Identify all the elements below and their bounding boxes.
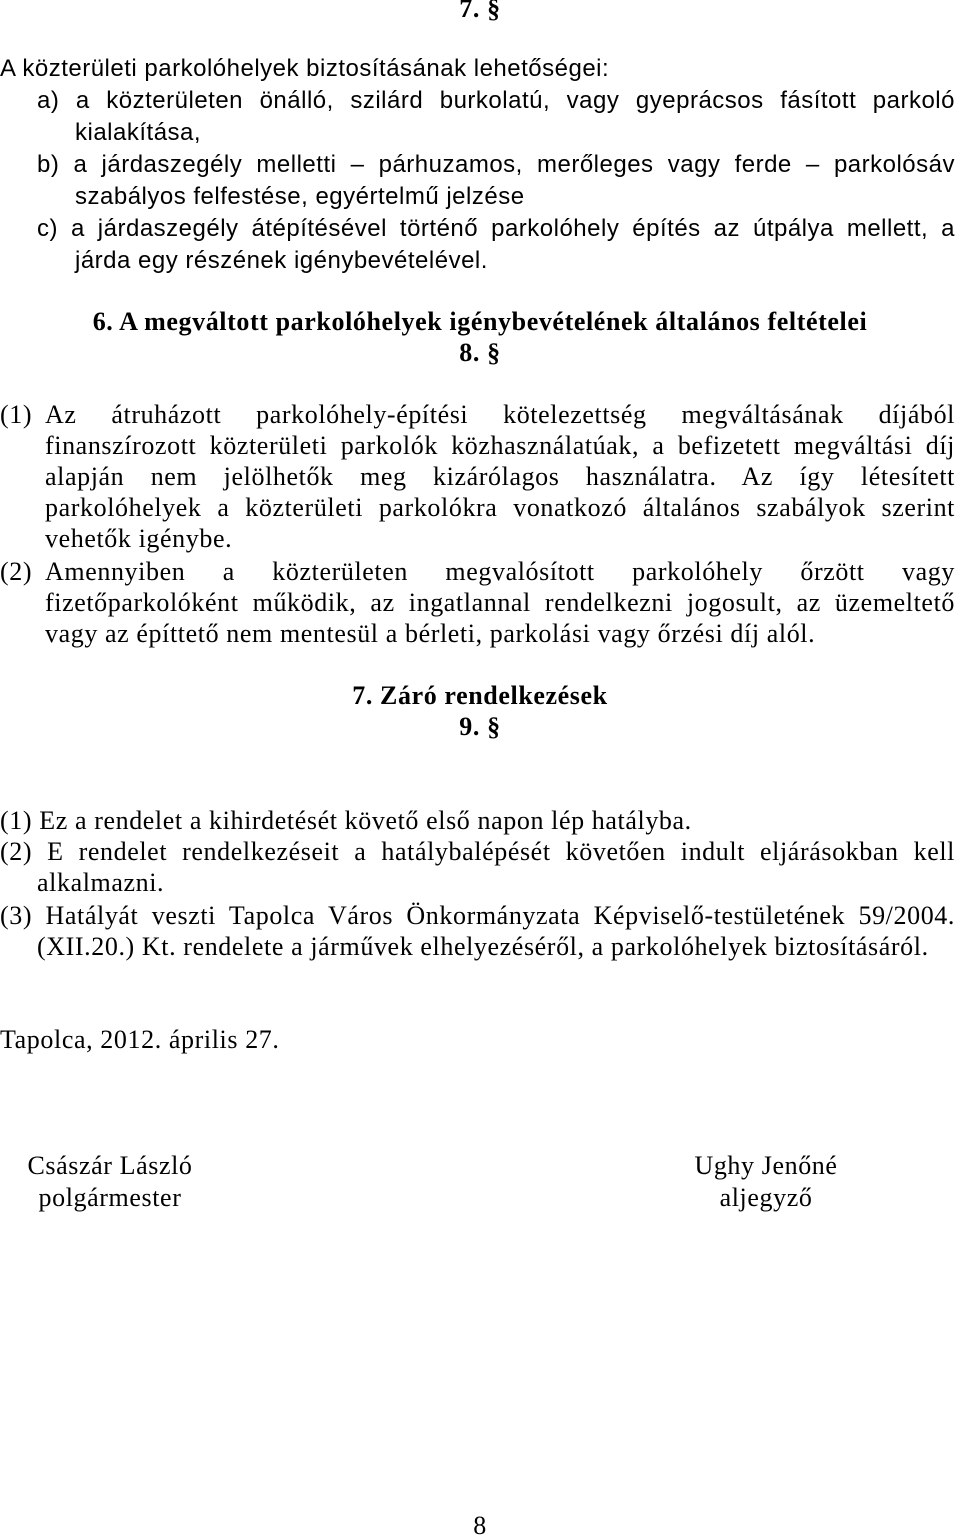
paragraph-8-1 [0,399,955,554]
section-7-heading: 7. § [459,0,501,23]
signature-block-mayor [10,1150,210,1214]
paragraph-9-1 [0,805,955,836]
option-label: b) [37,151,60,178]
paragraph-line: fizetőparkolóként működik, az ingatlannal rendelkezni jogosult, az üzemeltető [45,588,955,617]
signature-name: Ughy Jenőné [694,1151,838,1180]
paragraph-number: (2) [0,837,33,866]
option-text: a járdaszegély melletti – párhuzamos, merőleges vagy ferde – parkolósáv [73,151,956,178]
paragraph-line: parkolóhelyek a közterületi parkolókra vonatkozó általános szabályok szerint [45,493,955,522]
chapter-6-title: 6. A megváltott parkolóhelyek igénybevételének általános feltételei [92,307,868,336]
place-and-date: Tapolca, 2012. április 27. [0,1025,280,1054]
chapter-6-heading [0,306,960,368]
parking-options-list [0,53,955,277]
signature-name: Császár László [27,1151,193,1180]
option-line: járda egy részének igénybevételével. [75,247,488,274]
section-9-body [0,805,955,962]
paragraph-line [0,900,955,931]
option-line [0,149,955,181]
option-line: szabályos felfestése, egyértelmű jelzése [75,183,525,210]
options-intro: A közterületi parkolóhelyek biztosításának lehetőségei: [0,55,610,82]
page-number: 8 [473,1511,487,1540]
paragraph-number: (1) [0,400,33,429]
paragraph-line [0,805,955,836]
option-line [0,213,955,245]
paragraph-line: Amennyiben a közterületen megvalósított parkolóhely őrzött vagy [45,557,955,586]
option-item-c [0,213,955,277]
option-text: a járdaszegély átépítésével történő parkolóhely építés az útpálya mellett, a [70,215,956,242]
paragraph-8-2 [0,556,955,649]
option-item-b [0,149,955,213]
chapter-7-title: 7. Záró rendelkezések [352,681,608,710]
paragraph-line: (XII.20.) Kt. rendelete a járművek elhelyezéséről, a parkolóhelyek biztosításáról. [37,932,929,961]
paragraph-number: (2) [0,557,33,586]
signature-title: aljegyző [719,1183,813,1212]
option-item-a [0,85,955,149]
paragraph-number: (3) [0,901,33,930]
section-8-body [0,399,955,649]
paragraph-text: Ez a rendelet a kihirdetését követő első napon lép hatályba. [39,806,692,835]
option-line: kialakítása, [75,119,202,146]
paragraph-line: Az átruházott parkolóhely-építési kötelezettség megváltásának díjából [45,400,955,429]
chapter-7-heading [0,680,960,742]
option-label: a) [37,87,60,114]
option-text: a közterületen önálló, szilárd burkolatú, vagy gyeprácsos fásított parkoló [75,87,955,114]
section-9-heading: 9. § [459,712,501,741]
signature-title: polgármester [38,1183,182,1212]
option-line [0,85,955,117]
paragraph-9-2 [0,836,955,898]
paragraph-number: (1) [0,806,33,835]
paragraph-line: finanszírozott közterületi parkolók közhasználatúak, a befizetett megváltási díj [45,431,955,460]
paragraph-text: E rendelet rendelkezéseit a hatálybalépését követően indult eljárásokban kell [47,837,955,866]
paragraph-line: vehetők igénybe. [45,524,233,553]
paragraph-line: alkalmazni. [37,868,165,897]
paragraph-text: Hatályát veszti Tapolca Város Önkormányzata Képviselő-testületének 59/2004. [45,901,955,930]
paragraph-line: vagy az építtető nem mentesül a bérleti, parkolási vagy őrzési díj alól. [45,619,816,648]
paragraph-line: alapján nem jelölhetők meg kizárólagos használatra. Az így létesített [45,462,955,491]
option-label: c) [37,215,58,242]
paragraph-line [0,836,955,867]
signature-block-notary [666,1150,866,1214]
paragraph-9-3 [0,900,955,962]
section-8-heading: 8. § [459,338,501,367]
